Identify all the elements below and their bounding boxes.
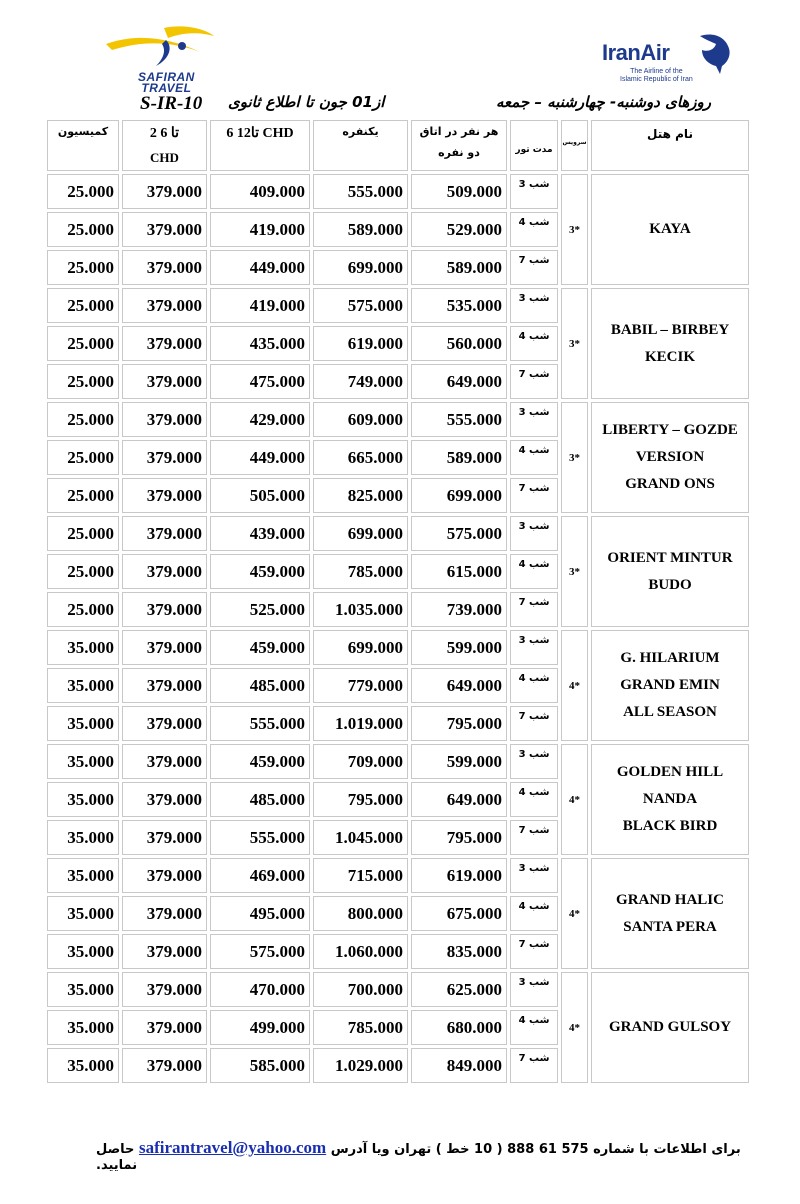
single-room-price: 609.000 — [313, 402, 408, 437]
header-child-6-12: 6 تا12 CHD — [210, 120, 310, 171]
commission-cell: 35.000 — [47, 858, 119, 893]
price-row — [47, 858, 749, 893]
double-room-price: 615.000 — [411, 554, 507, 589]
child-6-12-price: 555.000 — [210, 820, 310, 855]
footer-end: حاصل نمایید. — [96, 1142, 138, 1173]
child-2-6-price: 379.000 — [122, 212, 207, 247]
commission-cell: 35.000 — [47, 896, 119, 931]
iranair-subtitle: The Airline of the Islamic Republic of Iran — [620, 68, 693, 83]
child-2-6-price: 379.000 — [122, 174, 207, 209]
tour-duration: 7 شب — [510, 364, 558, 399]
tour-duration: 3 شب — [510, 744, 558, 779]
hotel-stars: 3* — [561, 402, 588, 513]
single-room-price: 665.000 — [313, 440, 408, 475]
hotel-name: KECIK — [644, 348, 695, 365]
tour-code: S-IR-10 — [140, 93, 203, 114]
tour-duration: 3 شب — [510, 972, 558, 1007]
double-room-price: 589.000 — [411, 250, 507, 285]
child-6-12-price: 585.000 — [210, 1048, 310, 1083]
header-duration: مدت تور — [510, 120, 558, 171]
price-row — [47, 744, 749, 779]
header-stars: سرویس — [561, 120, 588, 171]
double-room-price: 649.000 — [411, 668, 507, 703]
child-2-6-price: 379.000 — [122, 896, 207, 931]
child-2-6-price: 379.000 — [122, 820, 207, 855]
single-room-price: 795.000 — [313, 782, 408, 817]
hotel-names — [591, 516, 749, 627]
child-6-12-price: 429.000 — [210, 402, 310, 437]
child-2-6-price: 379.000 — [122, 934, 207, 969]
price-row — [47, 288, 749, 323]
validity-period: از01 جون تا اطلاع ثانوی — [228, 93, 385, 111]
hotel-name: BLACK BIRD — [622, 818, 718, 834]
hotel-name: GRAND EMIN — [620, 677, 720, 693]
child-2-6-price: 379.000 — [122, 440, 207, 475]
single-room-price: 555.000 — [313, 174, 408, 209]
hotel-name: NANDA — [642, 791, 698, 807]
commission-cell: 25.000 — [47, 288, 119, 323]
commission-cell: 25.000 — [47, 402, 119, 437]
child-2-6-price: 379.000 — [122, 858, 207, 893]
child-2-6-price: 379.000 — [122, 972, 207, 1007]
child-6-12-price: 459.000 — [210, 744, 310, 779]
commission-cell: 25.000 — [47, 516, 119, 551]
single-room-price: 619.000 — [313, 326, 408, 361]
single-room-price: 1.035.000 — [313, 592, 408, 627]
email-link[interactable]: safirantravel@yahoo.com — [138, 1138, 327, 1157]
header-single: یکنفره — [313, 120, 408, 171]
single-room-price: 785.000 — [313, 554, 408, 589]
hotel-stars: 4* — [561, 744, 588, 855]
child-6-12-price: 485.000 — [210, 782, 310, 817]
hotel-name: BUDO — [648, 576, 692, 593]
commission-cell: 25.000 — [47, 174, 119, 209]
commission-cell: 35.000 — [47, 934, 119, 969]
child-6-12-price: 499.000 — [210, 1010, 310, 1045]
departure-days: روزهای دوشنبه- چهارشنبه – جمعه — [496, 93, 712, 111]
commission-cell: 25.000 — [47, 250, 119, 285]
child-2-6-price: 379.000 — [122, 402, 207, 437]
hotel-stars: 4* — [561, 630, 588, 741]
hotel-name: ALL SEASON — [623, 704, 717, 720]
child-2-6-price: 379.000 — [122, 630, 207, 665]
double-room-price: 619.000 — [411, 858, 507, 893]
double-room-price: 575.000 — [411, 516, 507, 551]
price-table — [44, 117, 752, 1086]
child-6-12-price: 459.000 — [210, 554, 310, 589]
hotel-stars: 4* — [561, 972, 588, 1083]
double-room-price: 599.000 — [411, 744, 507, 779]
child-2-6-price: 379.000 — [122, 782, 207, 817]
tour-duration: 7 شب — [510, 592, 558, 627]
commission-cell: 35.000 — [47, 972, 119, 1007]
footer-text: برای اطلاعات با شماره 575 61 888 ( 10 خط ) تهران ویا آدرس — [330, 1142, 741, 1157]
double-room-price: 680.000 — [411, 1010, 507, 1045]
hotel-names — [591, 972, 749, 1083]
child-2-6-price: 379.000 — [122, 288, 207, 323]
single-room-price: 699.000 — [313, 630, 408, 665]
child-2-6-price: 379.000 — [122, 592, 207, 627]
child-2-6-price: 379.000 — [122, 744, 207, 779]
hotel-name: BABIL – BIRBEY — [610, 321, 730, 338]
child-6-12-price: 469.000 — [210, 858, 310, 893]
child-2-6-price: 379.000 — [122, 516, 207, 551]
tour-duration: 4 شب — [510, 896, 558, 931]
double-room-price: 589.000 — [411, 440, 507, 475]
hotel-name: VERSION — [635, 449, 705, 465]
child-6-12-price: 505.000 — [210, 478, 310, 513]
single-room-price: 749.000 — [313, 364, 408, 399]
hotel-name: GRAND GULSOY — [608, 1019, 732, 1035]
hotel-names — [591, 630, 749, 741]
double-room-price: 599.000 — [411, 630, 507, 665]
child-6-12-price: 495.000 — [210, 896, 310, 931]
double-room-price: 849.000 — [411, 1048, 507, 1083]
hotel-name: SANTA PERA — [623, 918, 717, 935]
single-room-price: 700.000 — [313, 972, 408, 1007]
single-room-price: 715.000 — [313, 858, 408, 893]
single-room-price: 1.029.000 — [313, 1048, 408, 1083]
tour-duration: 4 شب — [510, 326, 558, 361]
tour-duration: 3 شب — [510, 630, 558, 665]
single-room-price: 1.019.000 — [313, 706, 408, 741]
tour-duration: 4 شب — [510, 440, 558, 475]
tour-duration: 7 شب — [510, 1048, 558, 1083]
tour-duration: 4 شب — [510, 1010, 558, 1045]
hotel-name: G. HILARIUM — [620, 650, 720, 666]
double-room-price: 699.000 — [411, 478, 507, 513]
tour-duration: 7 شب — [510, 478, 558, 513]
price-row — [47, 516, 749, 551]
price-row — [47, 630, 749, 665]
tour-duration: 7 شب — [510, 820, 558, 855]
child-6-12-price: 439.000 — [210, 516, 310, 551]
child-6-12-price: 419.000 — [210, 212, 310, 247]
single-room-price: 589.000 — [313, 212, 408, 247]
single-room-price: 699.000 — [313, 516, 408, 551]
double-room-price: 795.000 — [411, 820, 507, 855]
tour-duration: 7 شب — [510, 250, 558, 285]
hotel-names — [591, 288, 749, 399]
single-room-price: 800.000 — [313, 896, 408, 931]
child-2-6-price: 379.000 — [122, 554, 207, 589]
tour-duration: 3 شب — [510, 858, 558, 893]
single-room-price: 709.000 — [313, 744, 408, 779]
tour-duration: 7 شب — [510, 706, 558, 741]
hotel-name: ORIENT MINTUR — [607, 549, 733, 566]
commission-cell: 25.000 — [47, 478, 119, 513]
double-room-price: 795.000 — [411, 706, 507, 741]
hotel-name: GOLDEN HILL — [616, 764, 724, 780]
tour-duration: 4 شب — [510, 668, 558, 703]
single-room-price: 575.000 — [313, 288, 408, 323]
hotel-stars: 3* — [561, 288, 588, 399]
commission-cell: 35.000 — [47, 706, 119, 741]
double-room-price: 739.000 — [411, 592, 507, 627]
child-6-12-price: 409.000 — [210, 174, 310, 209]
child-6-12-price: 449.000 — [210, 250, 310, 285]
commission-cell: 35.000 — [47, 744, 119, 779]
tour-duration: 4 شب — [510, 554, 558, 589]
child-6-12-price: 475.000 — [210, 364, 310, 399]
commission-cell: 35.000 — [47, 630, 119, 665]
hotel-stars: 4* — [561, 858, 588, 969]
single-room-price: 1.045.000 — [313, 820, 408, 855]
header-row — [47, 120, 749, 171]
iranair-logo — [602, 32, 742, 92]
commission-cell: 35.000 — [47, 668, 119, 703]
hotel-stars: 3* — [561, 516, 588, 627]
child-6-12-price: 555.000 — [210, 706, 310, 741]
single-room-price: 825.000 — [313, 478, 408, 513]
child-2-6-price: 379.000 — [122, 668, 207, 703]
hotel-names — [591, 858, 749, 969]
double-room-price: 560.000 — [411, 326, 507, 361]
price-row — [47, 174, 749, 209]
hotel-names — [591, 744, 749, 855]
price-row — [47, 972, 749, 1007]
child-6-12-price: 449.000 — [210, 440, 310, 475]
double-room-price: 529.000 — [411, 212, 507, 247]
single-room-price: 779.000 — [313, 668, 408, 703]
child-2-6-price: 379.000 — [122, 478, 207, 513]
single-room-price: 699.000 — [313, 250, 408, 285]
hotel-name: LIBERTY – GOZDE — [602, 422, 738, 438]
child-2-6-price: 379.000 — [122, 250, 207, 285]
iranair-name: IranAir — [602, 40, 670, 65]
commission-cell: 25.000 — [47, 364, 119, 399]
double-room-price: 509.000 — [411, 174, 507, 209]
single-room-price: 1.060.000 — [313, 934, 408, 969]
safiran-wordmark: SAFIRAN TRAVEL — [138, 70, 195, 95]
commission-cell: 35.000 — [47, 1010, 119, 1045]
double-room-price: 555.000 — [411, 402, 507, 437]
commission-cell: 35.000 — [47, 820, 119, 855]
tour-duration: 7 شب — [510, 934, 558, 969]
hotel-name: GRAND ONS — [625, 476, 715, 492]
child-6-12-price: 435.000 — [210, 326, 310, 361]
child-2-6-price: 379.000 — [122, 706, 207, 741]
tour-duration: 3 شب — [510, 288, 558, 323]
hotel-name: KAYA — [649, 221, 691, 237]
tour-duration: 4 شب — [510, 212, 558, 247]
double-room-price: 535.000 — [411, 288, 507, 323]
child-2-6-price: 379.000 — [122, 1048, 207, 1083]
commission-cell: 25.000 — [47, 326, 119, 361]
child-2-6-price: 379.000 — [122, 364, 207, 399]
header-double: هر نفر در اتاق دو نفره — [411, 120, 507, 171]
header-commission: کمیسیون — [47, 120, 119, 171]
tour-duration: 3 شب — [510, 174, 558, 209]
footer-contact — [96, 1138, 786, 1173]
tour-duration: 3 شب — [510, 516, 558, 551]
commission-cell: 35.000 — [47, 1048, 119, 1083]
commission-cell: 35.000 — [47, 782, 119, 817]
child-6-12-price: 525.000 — [210, 592, 310, 627]
hotel-names — [591, 402, 749, 513]
double-room-price: 675.000 — [411, 896, 507, 931]
commission-cell: 25.000 — [47, 212, 119, 247]
child-6-12-price: 575.000 — [210, 934, 310, 969]
double-room-price: 649.000 — [411, 364, 507, 399]
hotel-name: GRAND HALIC — [616, 891, 724, 908]
double-room-price: 649.000 — [411, 782, 507, 817]
child-2-6-price: 379.000 — [122, 326, 207, 361]
single-room-price: 785.000 — [313, 1010, 408, 1045]
double-room-price: 835.000 — [411, 934, 507, 969]
commission-cell: 25.000 — [47, 592, 119, 627]
child-6-12-price: 459.000 — [210, 630, 310, 665]
child-2-6-price: 379.000 — [122, 1010, 207, 1045]
header-child-2-6: 2 تا 6 CHD — [122, 120, 207, 171]
hotel-stars: 3* — [561, 174, 588, 285]
commission-cell: 25.000 — [47, 440, 119, 475]
commission-cell: 25.000 — [47, 554, 119, 589]
header-hotel: نام هتل — [591, 120, 749, 171]
child-6-12-price: 470.000 — [210, 972, 310, 1007]
tour-duration: 4 شب — [510, 782, 558, 817]
child-6-12-price: 419.000 — [210, 288, 310, 323]
homa-bird-icon — [694, 32, 736, 76]
hotel-names — [591, 174, 749, 285]
child-6-12-price: 485.000 — [210, 668, 310, 703]
tour-duration: 3 شب — [510, 402, 558, 437]
price-row — [47, 402, 749, 437]
double-room-price: 625.000 — [411, 972, 507, 1007]
